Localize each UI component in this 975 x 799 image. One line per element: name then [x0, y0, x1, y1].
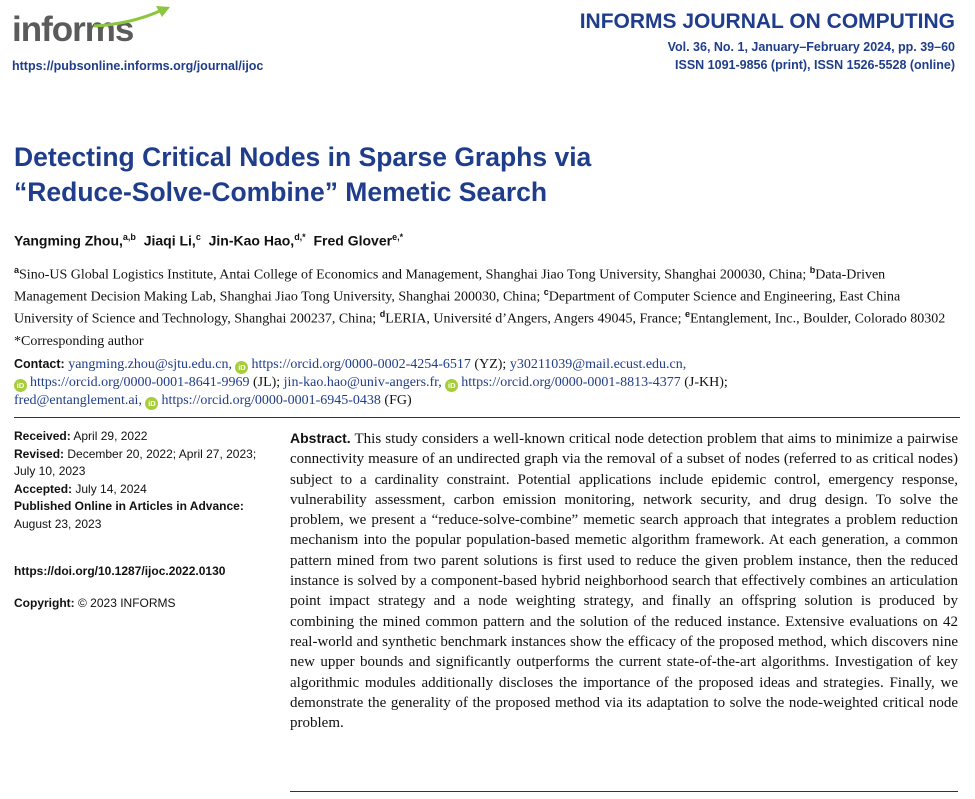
affiliations — [14, 262, 959, 328]
revised-label: Revised: — [14, 446, 65, 461]
author-name[interactable]: Yangming Zhou, — [14, 232, 123, 249]
title-line-2: “Reduce-Solve-Combine” Memetic Search — [14, 177, 548, 207]
copyright-label: Copyright: — [14, 595, 75, 610]
journal-title: INFORMS JOURNAL ON COMPUTING — [579, 10, 955, 33]
revised-row — [14, 446, 269, 481]
orcid-link[interactable]: https://orcid.org/0000-0002-4254-6517 — [251, 357, 471, 372]
affil-sup: b — [809, 265, 816, 275]
orcid-icon: iD — [145, 397, 158, 410]
journal-issn: ISSN 1091-9856 (print), ISSN 1526-5528 (online) — [675, 58, 955, 72]
affil-sup: a — [14, 265, 20, 275]
abstract — [290, 428, 958, 733]
affiliation: Data-Driven Management Decision Making Lab, Shanghai Jiao Tong University, Shanghai 200030, China; — [14, 267, 886, 305]
orcid-link[interactable]: https://orcid.org/0000-0001-8641-9969 — [30, 375, 250, 390]
author-name[interactable]: Fred Glover — [313, 232, 393, 249]
email-link[interactable]: yangming.zhou@sjtu.edu.cn, — [68, 357, 232, 372]
author-affil-sup: e,* — [392, 232, 404, 242]
received-date: April 29, 2022 — [73, 429, 148, 443]
published-label: Published Online in Articles in Advance: — [14, 499, 244, 513]
email-link[interactable]: fred@entanglement.ai, — [14, 393, 142, 408]
affil-sup: c — [543, 287, 549, 298]
author-initials: (JL); — [249, 375, 281, 390]
paper-title — [14, 140, 774, 210]
contact-block — [14, 356, 959, 410]
affiliation: Department of Computer Science and Engineering, East China University of Science and Technology, Shanghai 200237, China; — [14, 289, 901, 327]
doi-link[interactable]: https://doi.org/10.1287/ijoc.2022.0130 — [14, 564, 226, 578]
received-label: Received: — [14, 429, 71, 443]
received-row — [14, 428, 269, 446]
email-link[interactable]: jin-kao.hao@univ-angers.fr, — [283, 375, 442, 390]
email-link[interactable]: y30211039@mail.ecust.edu.cn, — [509, 357, 687, 372]
orcid-link[interactable]: https://orcid.org/0000-0001-6945-0438 — [161, 393, 381, 408]
publisher-logo — [12, 10, 133, 50]
orcid-icon: iD — [445, 379, 458, 392]
journal-volume: Vol. 36, No. 1, January–February 2024, pp. 39–60 — [667, 40, 955, 54]
published-date: August 23, 2023 — [14, 516, 102, 531]
copyright-row — [14, 595, 269, 613]
author-name[interactable]: Jin-Kao Hao, — [208, 232, 295, 249]
author-name[interactable]: Jiaqi Li, — [143, 232, 196, 249]
author-affil-sup: a,b — [122, 232, 136, 242]
corresponding-note: *Corresponding author — [14, 334, 144, 349]
affiliation: Sino-US Global Logistics Institute, Antai College of Economics and Management, Shanghai Jiao Tong University, Shanghai 200030, China; — [19, 267, 807, 283]
affiliation: Entanglement, Inc., Boulder, Colorado 80302 — [689, 311, 946, 327]
revised-dates: December 20, 2022; April 27, 2023; July 10, 2023 — [14, 446, 257, 478]
abstract-divider — [290, 791, 958, 792]
contact-label: Contact: — [14, 357, 65, 371]
affil-sup: d — [379, 309, 386, 320]
author-list — [14, 232, 403, 249]
logo-swoosh-icon — [92, 4, 172, 28]
accepted-date: July 14, 2024 — [75, 481, 147, 496]
affiliation: LERIA, Université d’Angers, Angers 49045, France; — [385, 311, 682, 327]
journal-url-link[interactable]: https://pubsonline.informs.org/journal/ijoc — [12, 59, 264, 73]
abstract-text: This study considers a well-known critical node detection problem that aims to minimize a pairwise connectivity measure of an undirected graph via the removal of a subset of nodes (referred to as critical nodes) subject to a cardinality constraint. Potential applications include epidemic control, emergency response, vulnerability assessment, carbon emission monitoring, network security, and drug design. To solve the problem, we present a “reduce-solve-combine” memetic search approach that integrates a problem reduction mechanism into the popular population-based memetic algorithm framework. At each generation, a common pattern mined from two parent solutions is first used to reduce the given problem instance, then the reduced instance is solved by a component-based hybrid neighborhood search that effectively combines an articulation point impact strategy and a node weighting strategy, and finally an offspring solution is produced by combining the mined common pattern and the solution of the reduced instance. Extensive evaluations on 42 real-world and synthetic benchmark instances show the efficacy of the proposed method, which discovers nine new upper bounds and significantly outperforms the current state-of-the-art algorithms. Investigation of key algorithmic modules additionally discloses the importance of the proposed ideas and strategies. Finally, we demonstrate the generality of the proposed method via its adaptation to solve the node-weighted critical node problem. — [290, 431, 959, 732]
author-initials: (YZ); — [470, 357, 507, 372]
orcid-link[interactable]: https://orcid.org/0000-0001-8813-4377 — [461, 375, 681, 390]
article-history — [14, 428, 269, 612]
author-initials: (FG) — [380, 393, 412, 408]
accepted-label: Accepted: — [14, 481, 73, 496]
copyright-text: © 2023 INFORMS — [78, 595, 176, 610]
author-affil-sup: d,* — [294, 232, 306, 242]
published-row — [14, 498, 269, 533]
abstract-label: Abstract. — [290, 430, 351, 446]
accepted-row — [14, 481, 269, 499]
orcid-icon: iD — [14, 379, 27, 392]
title-line-1: Detecting Critical Nodes in Sparse Graphs via — [14, 142, 592, 172]
author-initials: (J-KH); — [680, 375, 728, 390]
author-affil-sup: c — [195, 232, 201, 242]
orcid-icon: iD — [235, 361, 248, 374]
affil-sup: e — [684, 309, 690, 320]
logo-text: informs — [12, 10, 134, 49]
section-divider — [14, 417, 960, 418]
